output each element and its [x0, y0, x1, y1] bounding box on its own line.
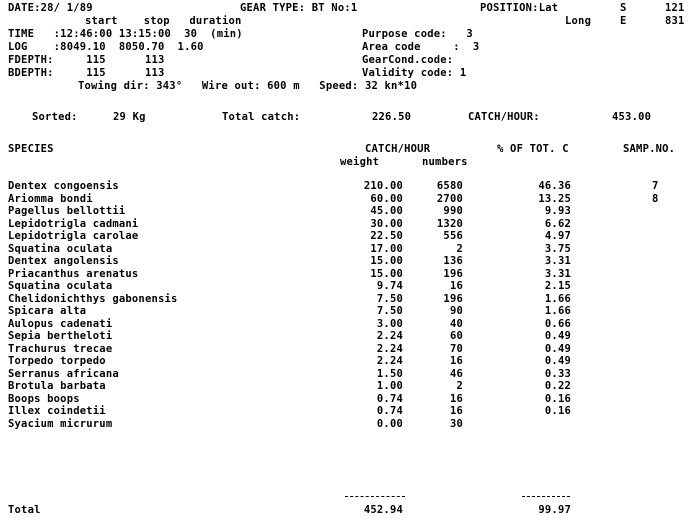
weight-cell: 0.74	[376, 392, 403, 405]
pct-cell: 0.33	[544, 367, 571, 380]
weight-cell: 2.24	[376, 355, 403, 367]
pct-cell: 4.97	[544, 230, 571, 242]
total-label: Total	[8, 504, 41, 516]
species-name: Torpedo torpedo	[8, 355, 106, 367]
area-code: Area code : 3	[362, 41, 480, 53]
samp-no-header: SAMP.NO.	[623, 143, 676, 155]
species-name: Squatina oculata	[8, 242, 113, 255]
pct-cell: 0.66	[544, 317, 571, 330]
lat-value: 121	[665, 2, 685, 14]
species-name: Trachurus trecae	[8, 342, 113, 355]
numbers-cell: 46	[449, 367, 463, 380]
pct-cell: 6.62	[544, 217, 571, 230]
catch-hour-header: CATCH/HOUR	[365, 143, 431, 155]
pct-cell: 13.25	[538, 192, 571, 205]
weight-total-rule	[345, 496, 405, 497]
numbers-cell: 16	[449, 405, 463, 417]
sorted-label: Sorted:	[32, 111, 78, 123]
weight-cell: 7.50	[376, 292, 403, 305]
weight-cell: 3.00	[376, 317, 403, 330]
catch-per-hour-label: CATCH/HOUR:	[468, 111, 540, 123]
numbers-cell: 60	[449, 330, 463, 342]
species-name: Priacanthus arenatus	[8, 267, 139, 280]
species-name: Dentex angolensis	[8, 255, 119, 267]
weight-cell: 17.00	[370, 242, 403, 255]
samp-cell: 7	[652, 180, 659, 192]
time-line: TIME :12:46:00 13:15:00 30 (min)	[8, 28, 243, 40]
time-column-heads: start stop duration	[85, 15, 242, 27]
gear-type-field: GEAR TYPE: BT No:1	[240, 2, 358, 14]
numbers-cell: 16	[449, 280, 463, 292]
numbers-cell: 16	[449, 355, 463, 367]
species-name: Brotula barbata	[8, 380, 106, 392]
species-name: Spicara alta	[8, 305, 87, 317]
numbers-cell: 90	[449, 305, 463, 317]
pct-total-rule	[522, 496, 570, 497]
pct-cell: 0.49	[544, 342, 571, 355]
pct-cell: 0.22	[544, 380, 571, 392]
pct-cell: 3.31	[544, 255, 571, 267]
pct-cell: 0.49	[544, 355, 571, 367]
total-catch-label: Total catch:	[222, 111, 301, 123]
pct-total-header: % OF TOT. C	[497, 143, 569, 155]
towing-line: Towing dir: 343° Wire out: 600 m Speed: 32 kn*10	[78, 80, 418, 92]
weight-cell: 1.50	[376, 367, 403, 380]
long-hemisphere: E	[620, 15, 627, 27]
numbers-cell: 990	[443, 205, 463, 217]
fdepth-line: FDEPTH: 115 113	[8, 54, 165, 66]
weight-cell: 2.24	[376, 342, 403, 355]
weight-cell: 2.24	[376, 330, 403, 342]
samp-cell: 8	[652, 192, 659, 205]
weight-cell: 7.50	[376, 305, 403, 317]
pct-cell: 0.16	[544, 392, 571, 405]
species-name: Squatina oculata	[8, 280, 113, 292]
weight-cell: 22.50	[370, 230, 403, 242]
species-name: Illex coindetii	[8, 405, 106, 417]
position-label: POSITION:Lat	[480, 2, 559, 14]
purpose-code: Purpose code: 3	[362, 28, 473, 40]
species-name: Sepia bertheloti	[8, 330, 113, 342]
pct-cell: 1.66	[544, 292, 571, 305]
sorted-value: 29 Kg	[113, 111, 146, 123]
pct-cell: 2.15	[544, 280, 571, 292]
gearcond-code: GearCond.code:	[362, 54, 454, 66]
numbers-cell: 2700	[436, 192, 463, 205]
pct-cell: 46.36	[538, 180, 571, 192]
species-name: Chelidonichthys gabonensis	[8, 292, 178, 305]
weight-cell: 210.00	[363, 180, 403, 192]
total-weight: 452.94	[363, 504, 403, 516]
species-name: Dentex congoensis	[8, 180, 119, 192]
species-name: Pagellus bellottii	[8, 205, 126, 217]
numbers-cell: 6580	[436, 180, 463, 192]
species-name: Lepidotrigla cadmani	[8, 217, 139, 230]
numbers-cell: 196	[443, 267, 463, 280]
numbers-header: numbers	[422, 156, 468, 168]
numbers-cell: 2	[456, 242, 463, 255]
species-name: Serranus africana	[8, 367, 119, 380]
validity-code: Validity code: 1	[362, 67, 467, 79]
numbers-cell: 2	[456, 380, 463, 392]
species-name: Ariomma bondi	[8, 192, 93, 205]
species-name: Lepidotrigla carolae	[8, 230, 139, 242]
date-field: DATE:28/ 1/89	[8, 2, 93, 14]
lat-hemisphere: S	[620, 2, 627, 14]
numbers-cell: 70	[449, 342, 463, 355]
pct-cell: 9.93	[544, 205, 571, 217]
pct-cell: 3.31	[544, 267, 571, 280]
pct-cell: 0.16	[544, 405, 571, 417]
numbers-cell: 196	[443, 292, 463, 305]
total-catch-value: 226.50	[372, 111, 412, 123]
species-name: Boops boops	[8, 392, 80, 405]
pct-cell: 1.66	[544, 305, 571, 317]
long-label: Long	[565, 15, 592, 27]
weight-cell: 1.00	[376, 380, 403, 392]
weight-header: weight	[340, 156, 380, 168]
species-header: SPECIES	[8, 143, 54, 155]
weight-cell: 30.00	[370, 217, 403, 230]
species-name: Syacium micrurum	[8, 417, 113, 430]
numbers-cell: 1320	[436, 217, 463, 230]
pct-cell: 0.49	[544, 330, 571, 342]
catch-per-hour-value: 453.00	[612, 111, 652, 123]
weight-cell: 0.74	[376, 405, 403, 417]
bdepth-line: BDEPTH: 115 113	[8, 67, 165, 79]
weight-cell: 15.00	[370, 255, 403, 267]
pct-cell: 3.75	[544, 242, 571, 255]
numbers-cell: 16	[449, 392, 463, 405]
total-pct: 99.97	[538, 504, 571, 516]
weight-cell: 15.00	[370, 267, 403, 280]
numbers-cell: 136	[443, 255, 463, 267]
long-value: 831	[665, 15, 685, 27]
numbers-cell: 556	[443, 230, 463, 242]
weight-cell: 45.00	[370, 205, 403, 217]
species-name: Aulopus cadenati	[8, 317, 113, 330]
numbers-cell: 40	[449, 317, 463, 330]
numbers-cell: 30	[449, 417, 463, 430]
log-line: LOG :8049.10 8050.70 1.60	[8, 41, 204, 53]
weight-cell: 60.00	[370, 192, 403, 205]
weight-cell: 0.00	[376, 417, 403, 430]
weight-cell: 9.74	[376, 280, 403, 292]
